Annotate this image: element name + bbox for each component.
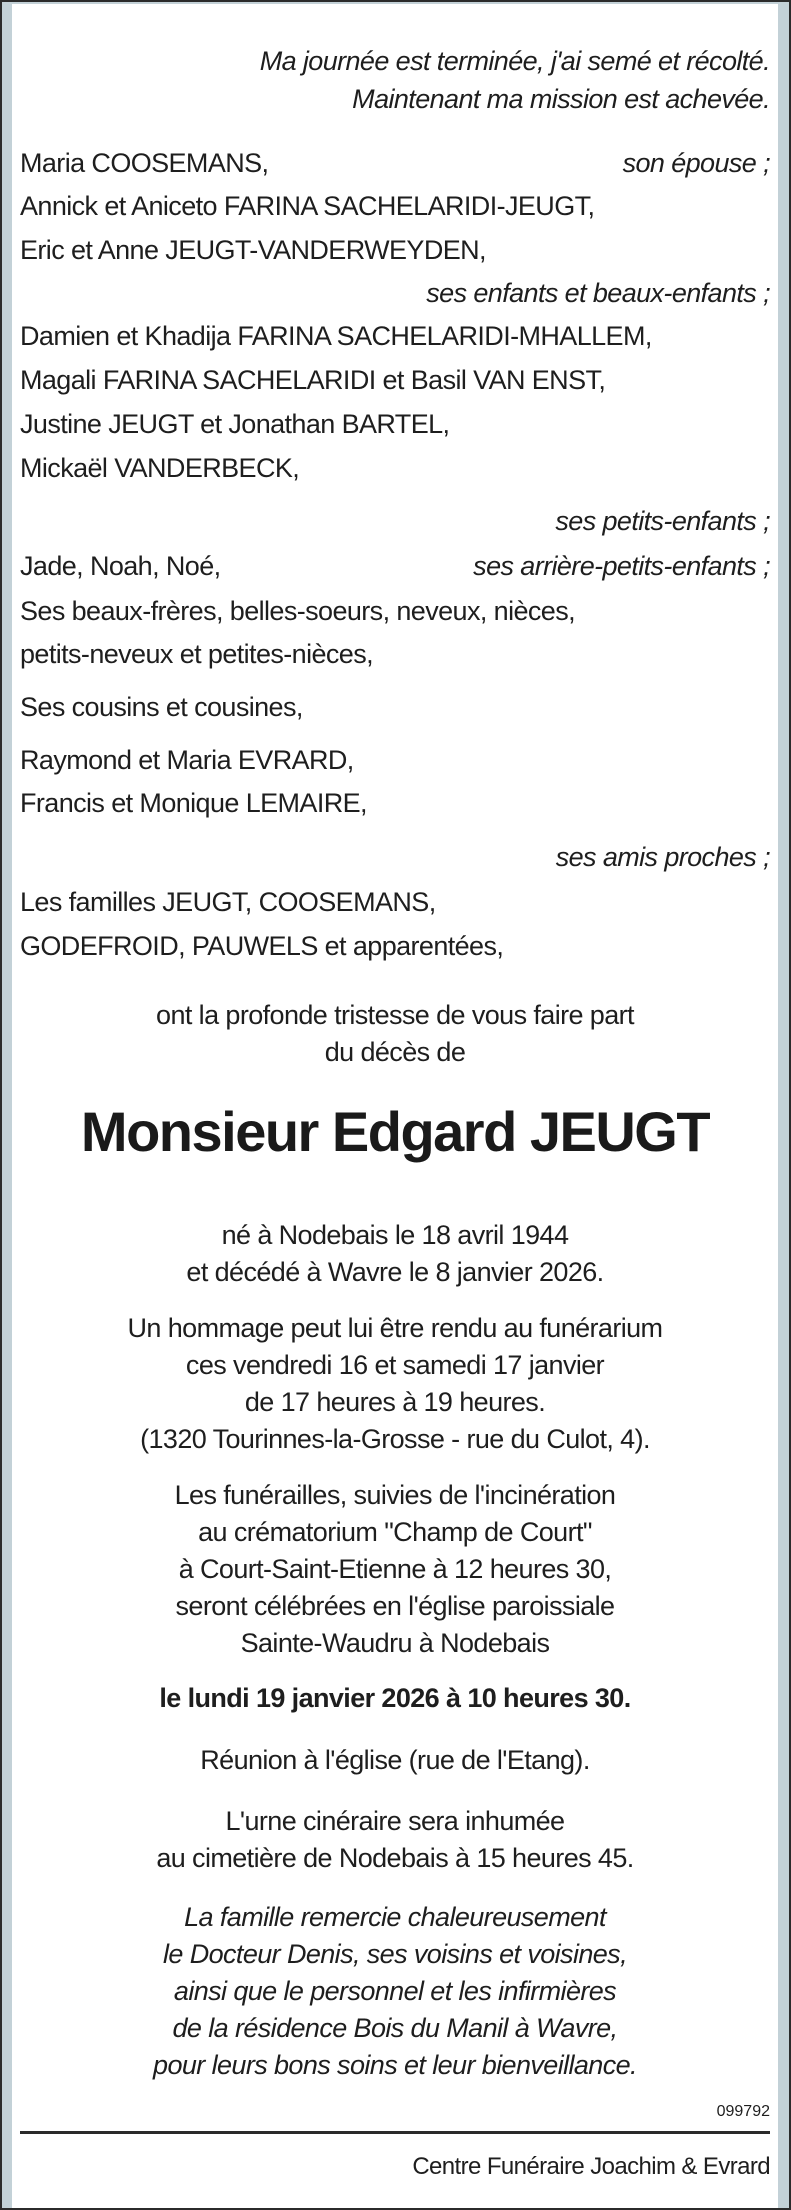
tribute-line: Un hommage peut lui être rendu au funérarium <box>127 1313 663 1343</box>
announcement-line: ont la profonde tristesse de vous faire part <box>156 1000 634 1030</box>
spouse-name: Maria COOSEMANS, <box>20 148 269 178</box>
cousins-line: Ses cousins et cousines, <box>20 692 303 722</box>
spouse-row <box>20 146 770 180</box>
announcement-line: du décès de <box>324 1037 466 1067</box>
families-line: GODEFROID, PAUWELS et apparentées, <box>20 931 504 961</box>
grandchild-line: Justine JEUGT et Jonathan BARTEL, <box>20 409 450 439</box>
funeral-date: le lundi 19 janvier 2026 à 10 heures 30. <box>159 1683 631 1713</box>
urn-line: L'urne cinéraire sera inhumée <box>225 1806 565 1836</box>
great-grandchildren-relation: ses arrière-petits-enfants ; <box>473 551 770 581</box>
tribute-line: de 17 heures à 19 heures. <box>244 1387 546 1417</box>
meeting-line: Réunion à l'église (rue de l'Etang). <box>200 1745 590 1775</box>
epigraph-line: Ma journée est terminée, j'ai semé et récolté. <box>259 46 770 76</box>
epigraph-line: Maintenant ma mission est achevée. <box>352 84 770 114</box>
reference-number: 099792 <box>716 2103 770 2120</box>
funeral-line: Les funérailles, suivies de l'incinération <box>174 1480 616 1510</box>
grandchild-line: Mickaël VANDERBECK, <box>20 453 300 483</box>
grandchild-line: Magali FARINA SACHELARIDI et Basil VAN ENST, <box>20 365 606 395</box>
thanks-line: ainsi que le personnel et les infirmières <box>173 1976 617 2006</box>
dates-line: né à Nodebais le 18 avril 1944 <box>221 1220 569 1250</box>
friend-line: Raymond et Maria EVRARD, <box>20 745 354 775</box>
tribute-line: (1320 Tourinnes-la-Grosse - rue du Culot, 4). <box>140 1424 650 1454</box>
great-grandchildren-names: Jade, Noah, Noé, <box>20 551 221 581</box>
child-line: Eric et Anne JEUGT-VANDERWEYDEN, <box>20 235 486 265</box>
child-line: Annick et Aniceto FARINA SACHELARIDI-JEUGT, <box>20 191 595 221</box>
friends-relation: ses amis proches ; <box>555 842 770 872</box>
funeral-line: au crématorium "Champ de Court" <box>198 1517 592 1547</box>
grandchild-line: Damien et Khadija FARINA SACHELARIDI-MHALLEM, <box>20 321 652 351</box>
tribute-line: ces vendredi 16 et samedi 17 janvier <box>185 1350 605 1380</box>
obituary-notice <box>12 4 778 2208</box>
grandchildren-relation: ses petits-enfants ; <box>555 506 770 536</box>
in-laws-line: Ses beaux-frères, belles-soeurs, neveux, nièces, <box>20 596 575 626</box>
funeral-line: à Court-Saint-Etienne à 12 heures 30, <box>178 1554 612 1584</box>
in-laws-line: petits-neveux et petites-nièces, <box>20 639 373 669</box>
dates-line: et décédé à Wavre le 8 janvier 2026. <box>186 1257 604 1287</box>
funeral-line: Sainte-Waudru à Nodebais <box>240 1628 550 1658</box>
thanks-line: La famille remercie chaleureusement <box>184 1902 606 1932</box>
funeral-line: seront célébrées en l'église paroissiale <box>175 1591 615 1621</box>
great-grandchildren-row <box>20 549 770 583</box>
thanks-line: pour leurs bons soins et leur bienveillance. <box>153 2050 637 2080</box>
urn-line: au cimetière de Nodebais à 15 heures 45. <box>156 1843 634 1873</box>
divider <box>20 2131 770 2134</box>
thanks-line: le Docteur Denis, ses voisins et voisines, <box>162 1939 627 1969</box>
families-line: Les familles JEUGT, COOSEMANS, <box>20 887 436 917</box>
funeral-home: Centre Funéraire Joachim & Evrard <box>412 2153 770 2180</box>
friend-line: Francis et Monique LEMAIRE, <box>20 788 367 818</box>
children-relation: ses enfants et beaux-enfants ; <box>426 278 770 308</box>
spouse-relation: son épouse ; <box>622 148 770 178</box>
thanks-line: de la résidence Bois du Manil à Wavre, <box>172 2013 618 2043</box>
deceased-name: Monsieur Edgard JEUGT <box>80 1100 710 1163</box>
